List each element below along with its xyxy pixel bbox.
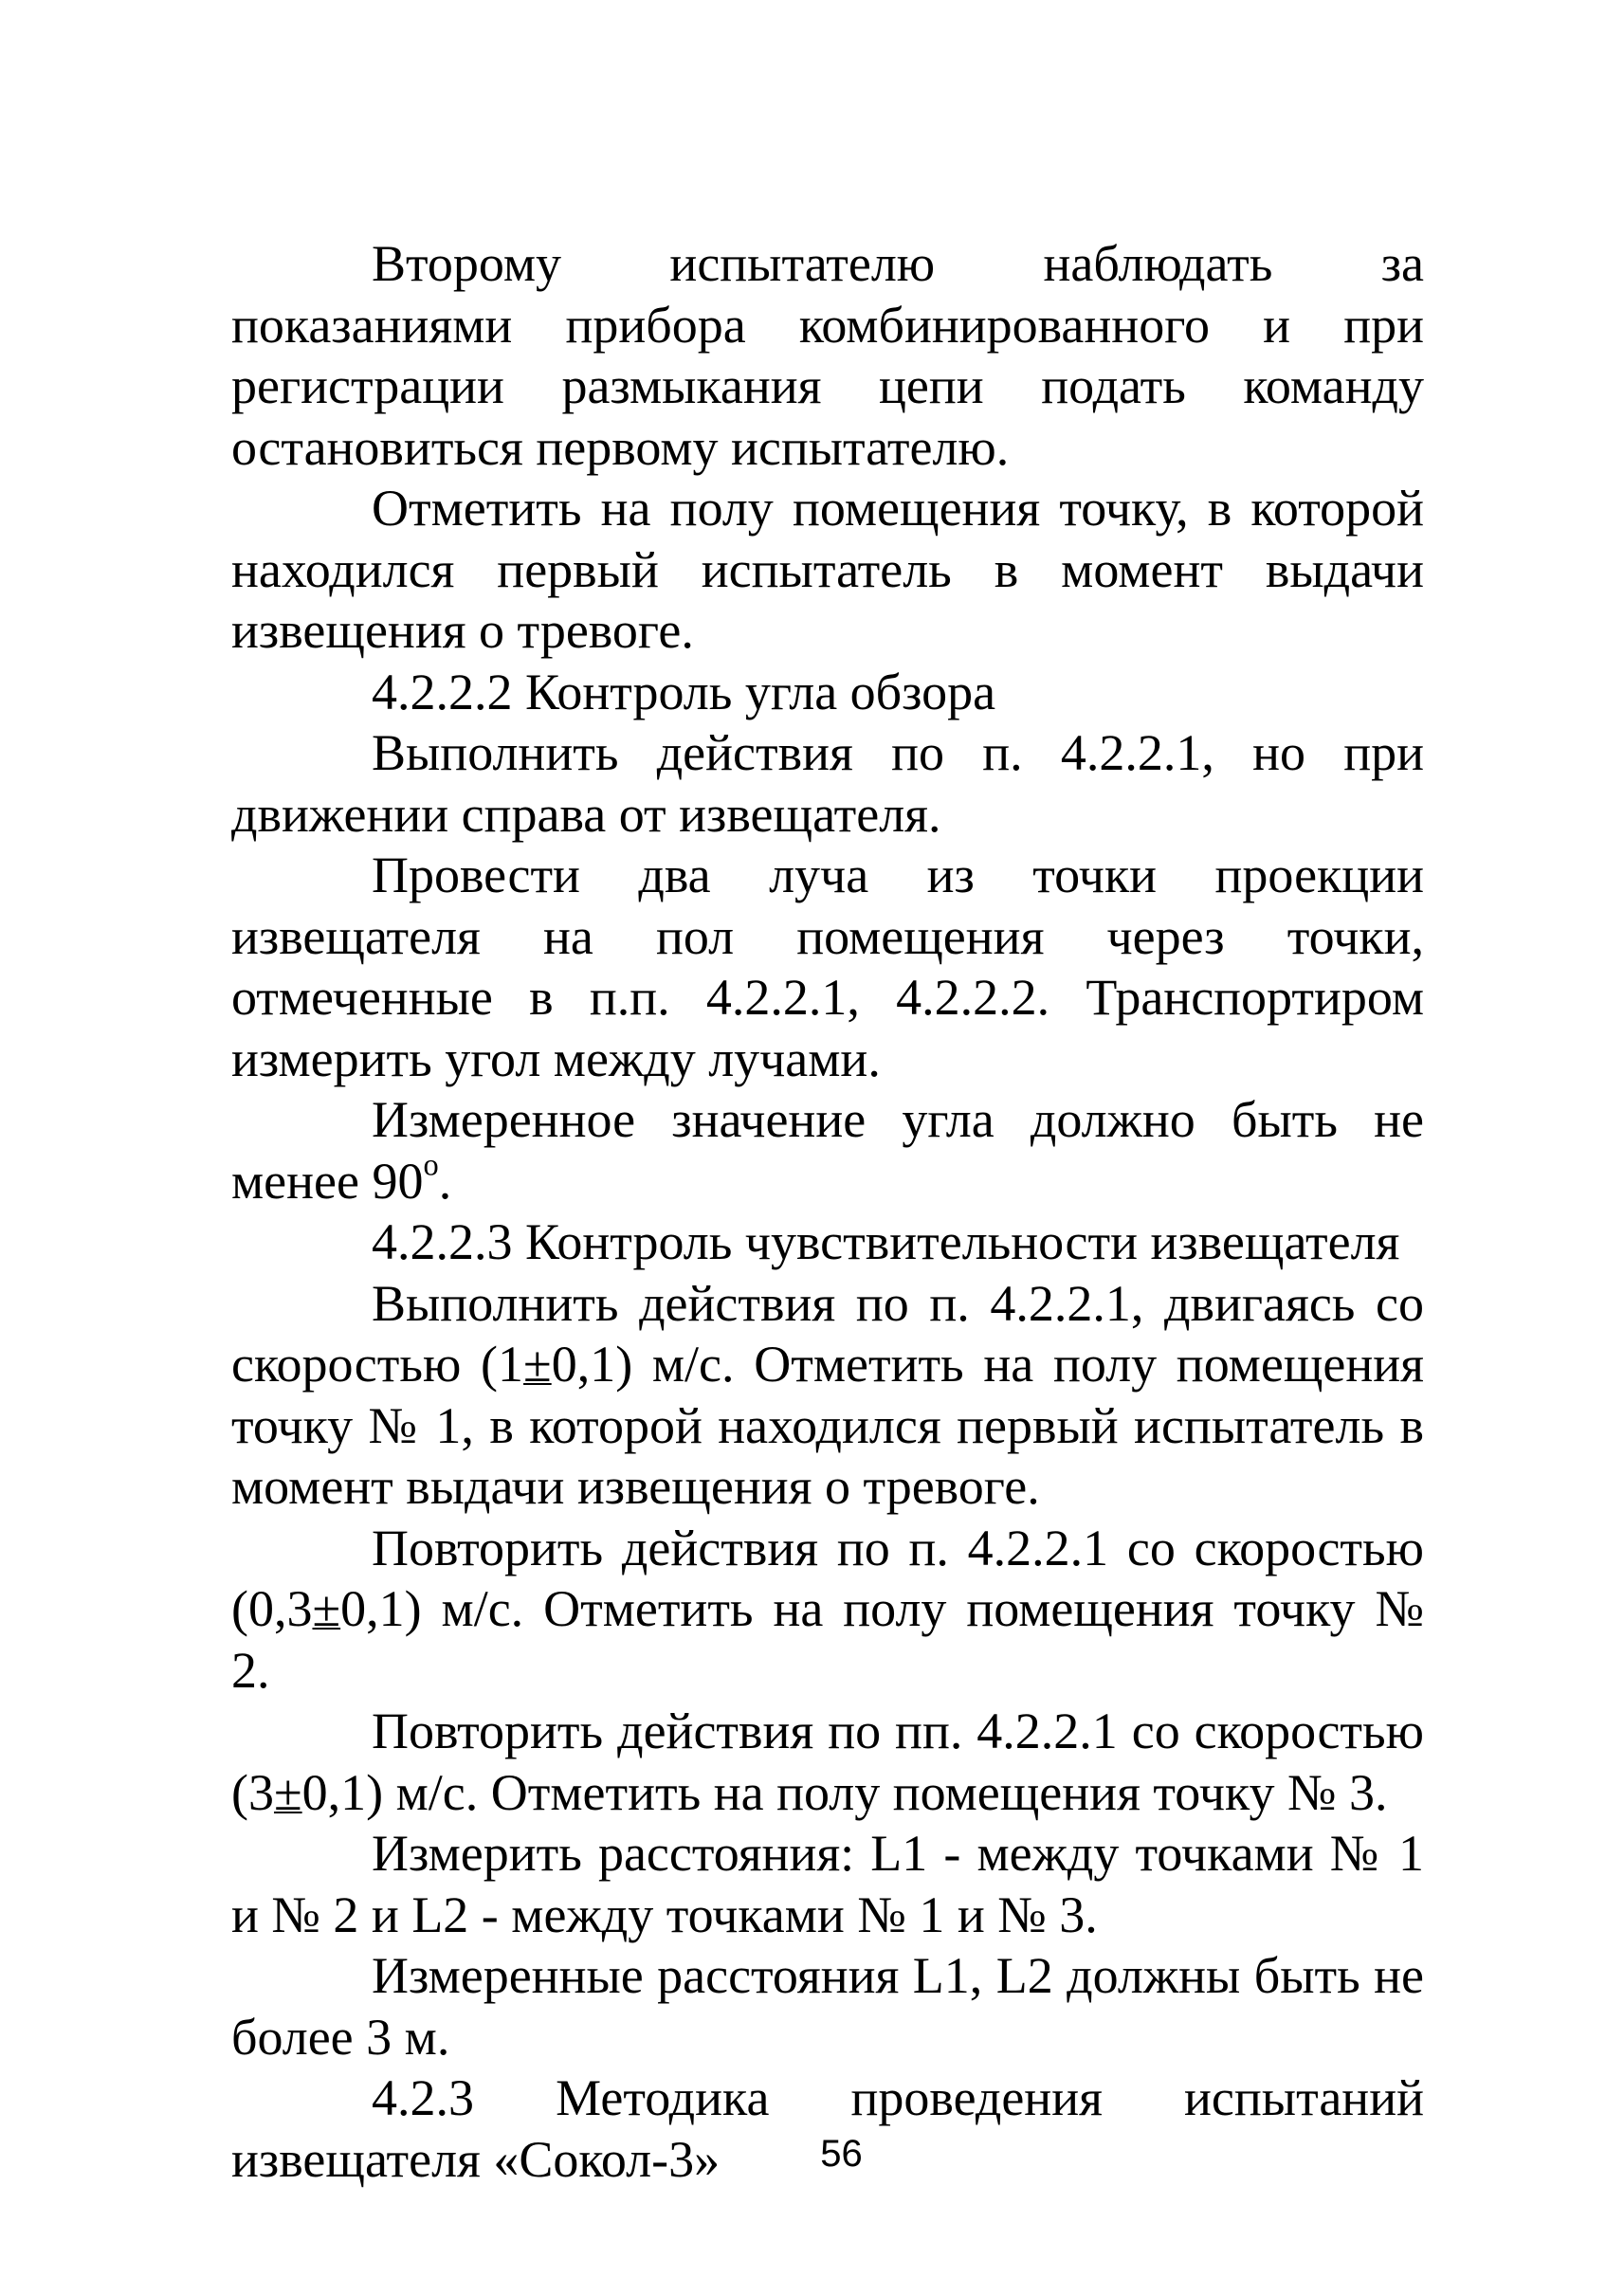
speed-0-3-text-end: 0,1) м/с. Отметить на полу помещения точку № 2. (231, 1580, 1424, 1699)
page-number: 56 (820, 2133, 863, 2175)
section-heading-4-2-2-2: 4.2.2.2 Контроль угла обзора (372, 663, 996, 720)
paragraph-speed-1 (231, 1273, 1424, 1518)
paragraph-draw-rays: Провести два луча из точки проекции извещателя на пол помещения через точки, отмеченные в п.п. 4.2.2.1, 4.2.2.2. Транспортиром измерить угол между лучами. (231, 847, 1424, 1087)
plus-minus-sign: ± (523, 1336, 552, 1393)
angle-requirement-end: . (438, 1152, 452, 1210)
paragraph-measure-distances: Измерить расстояния: L1 - между точками № 1 и № 2 и L2 - между точками № 1 и № 3. (231, 1825, 1424, 1943)
paragraph-angle-requirement (231, 1089, 1424, 1211)
body-text (231, 233, 1424, 2190)
paragraph-repeat-right: Выполнить действия по п. 4.2.2.1, но при движении справа от извещателя. (231, 724, 1424, 843)
paragraph-mark-point: Отметить на полу помещения точку, в которой находился первый испытатель в момент выдачи извещения о тревоге. (231, 480, 1424, 659)
speed-3-text-start: Повторить действия по пп. 4.2.2.1 со скоростью (3 (231, 1703, 1424, 1821)
paragraph-observer-instruction: Второму испытателю наблюдать за показаниями прибора комбинированного и при регистрации размыкания цепи подать команду остановиться первому испытателю. (231, 235, 1424, 476)
plus-minus-sign: ± (312, 1580, 341, 1637)
speed-1-text-end: 0,1) м/с. Отметить на полу помещения точку № 1, в которой находился первый испытатель в момент выдачи извещения о тревоге. (231, 1336, 1425, 1515)
degree-sign: о (423, 1148, 439, 1183)
section-heading-4-2-3: 4.2.3 Методика проведения испытаний извещателя «Сокол-3» (231, 2069, 1424, 2188)
section-heading-4-2-2-3: 4.2.2.3 Контроль чувствительности извещателя (372, 1213, 1400, 1270)
paragraph-speed-0-3 (231, 1518, 1424, 1702)
angle-requirement-text: Измеренное значение угла должно быть не менее 90 (231, 1091, 1424, 1210)
speed-3-text-end: 0,1) м/с. Отметить на полу помещения точку № 3. (301, 1763, 1388, 1821)
paragraph-speed-3 (231, 1701, 1424, 1823)
paragraph-distance-requirement: Измеренные расстояния L1, L2 должны быть не более 3 м. (231, 1947, 1424, 2066)
speed-0-3-text-start: Повторить действия по п. 4.2.2.1 со скоростью (0,3 (231, 1519, 1424, 1637)
speed-1-text-start: Выполнить действия по п. 4.2.2.1, двигаясь со скоростью (1 (231, 1274, 1424, 1393)
plus-minus-sign: ± (273, 1763, 302, 1821)
